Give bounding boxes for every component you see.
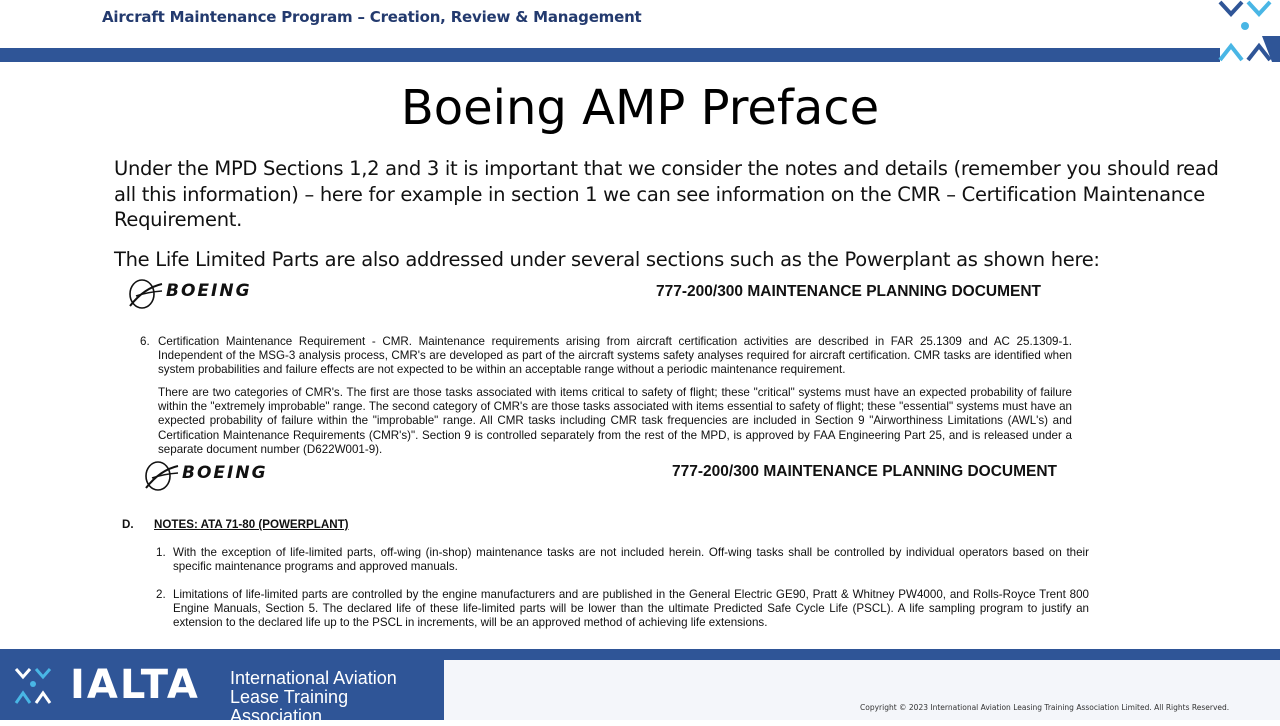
brand-line-1: International Aviation [230, 668, 397, 688]
ialta-corner-logo-icon [1218, 0, 1280, 62]
footer-bar [444, 649, 1280, 660]
boeing-header-2 [132, 456, 1092, 492]
svg-text:BOEING: BOEING [166, 281, 252, 301]
slide-title: Boeing AMP Preface [400, 80, 880, 136]
notes-letter: D. [122, 518, 134, 531]
boeing-logo-icon [138, 456, 338, 492]
boeing-header-1 [116, 274, 1076, 310]
cmr-text-2: There are two categories of CMR's. The first are those tasks associated with items critical to safety of flight; these "critical" systems must have an expected probability of failure within the "extremely improbable" range. The second category of CMR's are those tasks associated with items essential to safety of flight; these "essential" systems must have an expected probability of failure within the "improbable" range. All CMR tasks including CMR task frequencies are included in Section 9 "Airworthiness Limitations (AWL's) and Certification Maintenance Requirements (CMR's)". Section 9 is controlled separately from the rest of the MPD, is approved by FAA Engineering Part 25, and is released under a separate document number (D622W001-9). [158, 386, 1072, 456]
copyright-notice: Copyright © 2023 International Aviation Leasing Training Association Limited. All Rights Reserved. [860, 703, 1230, 712]
brand-line-2: Lease Training Association [230, 687, 349, 726]
header-title: Aircraft Maintenance Program – Creation, Review & Management [102, 8, 642, 26]
llp-paragraph: The Life Limited Parts are also addressed under several sections such as the Powerplant as shown here: [114, 248, 1100, 271]
footer-brand [0, 649, 444, 726]
note-1-text: With the exception of life-limited parts, off-wing (in-shop) maintenance tasks are not included herein. Off-wing tasks shall be controlled by individual operators based on their specific maintenance programs and approved manuals. [173, 546, 1089, 574]
header-bar [0, 48, 1220, 62]
note-2-number: 2. [156, 588, 166, 601]
intro-paragraph: Under the MPD Sections 1,2 and 3 it is important that we consider the notes and details (remember you should read all this information) – here for example in section 1 we can see information on the CMR – Certification Maintenance Requirement. [114, 157, 1219, 231]
doc-heading-1: 777-200/300 MAINTENANCE PLANNING DOCUMENT [656, 283, 1041, 300]
brand-subtitle [230, 669, 444, 726]
boeing-logo-icon [122, 274, 322, 310]
svg-text:BOEING: BOEING [182, 463, 268, 483]
brand-wordmark: IALTA [70, 662, 200, 708]
doc-heading-2: 777-200/300 MAINTENANCE PLANNING DOCUMENT [672, 463, 1057, 480]
ialta-mark-icon [14, 667, 58, 705]
note-2-text: Limitations of life-limited parts are controlled by the engine manufacturers and are published in the General Electric GE90, Pratt & Whitney PW4000, and Rolls-Royce Trent 800 Engine Manuals, Section 5. The declared life of these life-limited parts will be lower than the ultimate Predicted Safe Cycle Life (PSCL). A life sampling program to justify an extension to the declared life up to the PSCL in increments, will be an approved method of achieving life extensions. [173, 588, 1089, 630]
mpd-excerpt-image [116, 272, 1096, 644]
cmr-text-1: Certification Maintenance Requirement - CMR. Maintenance requirements arising from aircraft certification activities are described in FAR 25.1309 and AC 25.1309-1. Independent of the MSG-3 analysis process, CMR's are developed as part of the aircraft systems safety analyses required for aircraft certification. CMR tasks are identified when system probabilities and failure effects are not expected to be within an acceptable range without a periodic maintenance requirement. [158, 335, 1072, 377]
note-1-number: 1. [156, 546, 166, 559]
notes-title: NOTES: ATA 71-80 (POWERPLANT) [154, 518, 349, 531]
item-number: 6. [140, 335, 150, 348]
